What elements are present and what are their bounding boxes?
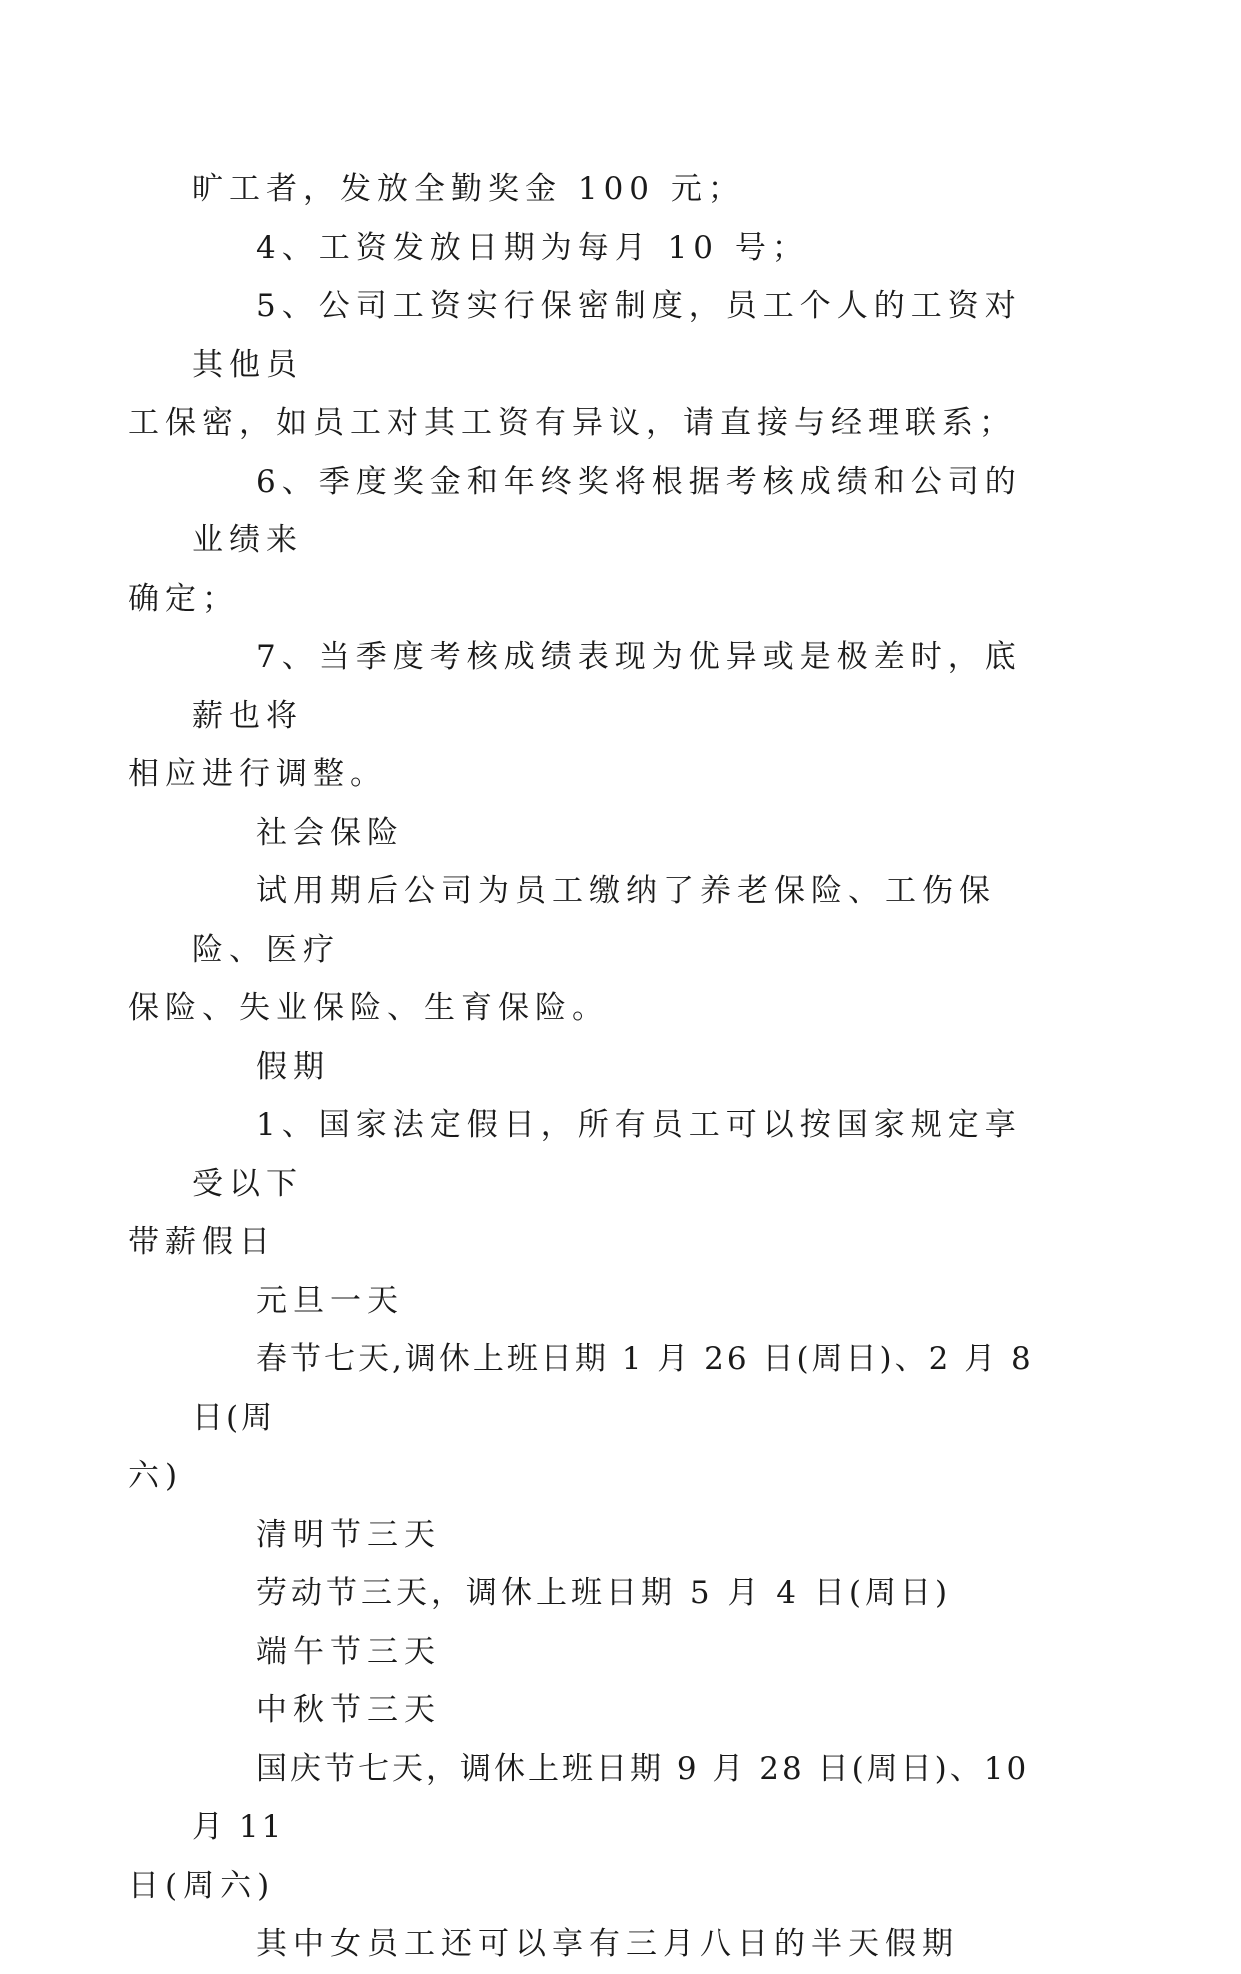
- text-line: 六): [128, 1458, 184, 1494]
- text-line: 元旦一天: [256, 1282, 404, 1319]
- text-line: 确定；: [128, 580, 239, 617]
- text-line: 假期: [256, 1048, 330, 1085]
- text-line: 试用期后公司为员工缴纳了养老保险、工伤保险、医疗: [192, 873, 996, 968]
- paragraph-insurance-details: [128, 862, 1054, 1038]
- text-line: 保险、失业保险、生育保险。: [128, 990, 609, 1026]
- text-line: 清明节三天: [256, 1516, 441, 1553]
- text-line: 国庆节七天，调休上班日期 9 月 28 日(周日)、10 月 11: [192, 1750, 1030, 1845]
- text-line: 端午节三天: [256, 1633, 441, 1670]
- holiday-qingming: [192, 1506, 1054, 1565]
- paragraph-statutory-holidays: [128, 1096, 1054, 1272]
- text-line: 5、公司工资实行保密制度，员工个人的工资对其他员: [192, 288, 1022, 383]
- text-line: 1、国家法定假日，所有员工可以按国家规定享受以下: [192, 1107, 1022, 1202]
- holiday-spring-festival: [128, 1330, 1054, 1506]
- text-line: 中秋节三天: [256, 1692, 441, 1728]
- heading-holidays: [192, 1038, 1054, 1097]
- text-line: 相应进行调整。: [128, 756, 387, 792]
- text-line: 劳动节三天，调休上班日期 5 月 4 日(周日): [256, 1575, 952, 1611]
- text-line: 日(周六): [128, 1867, 276, 1904]
- text-line: 6、季度奖金和年终奖将根据考核成绩和公司的业绩来: [192, 463, 1022, 558]
- paragraph-full-attendance-bonus: [192, 160, 1054, 219]
- paragraph-salary-payday: [192, 219, 1054, 278]
- text-line: 带薪假日: [128, 1224, 276, 1260]
- text-line: 社会保险: [256, 814, 404, 851]
- heading-social-insurance: [192, 804, 1054, 863]
- text-line: 其中女员工还可以享有三月八日的半天假期: [256, 1926, 959, 1962]
- text-line: 春节七天,调休上班日期 1 月 26 日(周日)、2 月 8 日(周: [192, 1341, 1034, 1436]
- text-line: 旷工者，发放全勤奖金 100 元；: [192, 171, 745, 207]
- text-line: 4、工资发放日期为每月 10 号；: [256, 229, 809, 266]
- text-line: 7、当季度考核成绩表现为优异或是极差时，底薪也将: [192, 639, 1022, 734]
- holiday-labor-day: [192, 1564, 1054, 1623]
- paragraph-base-salary-adjustment: [128, 628, 1054, 804]
- paragraph-salary-confidentiality: [128, 277, 1054, 453]
- holiday-dragon-boat: [192, 1623, 1054, 1682]
- holiday-new-year: [192, 1272, 1054, 1331]
- holiday-national-day: [128, 1740, 1054, 1916]
- paragraph-quarterly-bonus: [128, 453, 1054, 629]
- document-body: [128, 160, 1054, 1974]
- paragraph-womens-day: [192, 1915, 1054, 1974]
- text-line: 工保密，如员工对其工资有异议，请直接与经理联系；: [128, 405, 1016, 441]
- holiday-mid-autumn: [192, 1681, 1054, 1740]
